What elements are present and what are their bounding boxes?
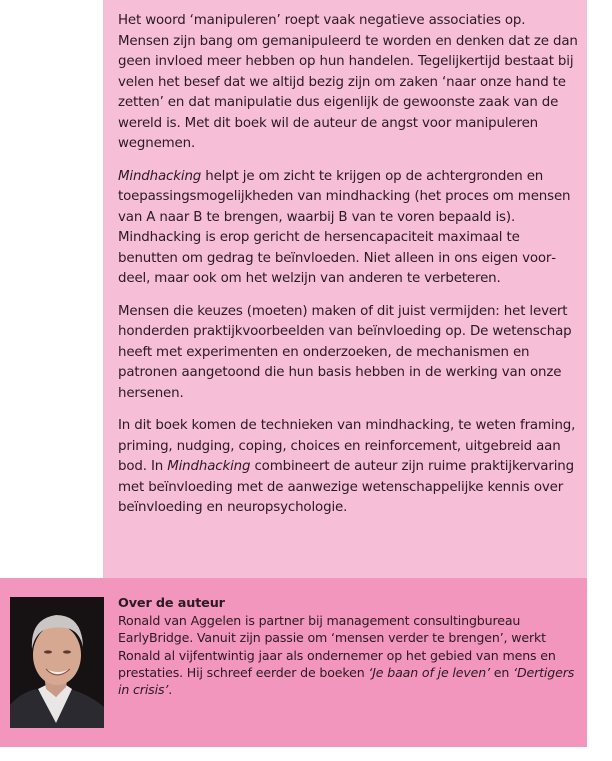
book-description [118,11,580,531]
author-photo [10,597,104,728]
description-paragraph-4-end: combineert de auteur zijn ruime praktijkervaring met beïnvloeding met de aanwezige wetenschappelijke kennis over beïnvloeding en neuropsychologie. [118,459,574,515]
description-paragraph-2-text: helpt je om zicht te krijgen op de achtergronden en toepassingsmogelijkheden van mindhacking (het proces om mensen van A naar B te brengen, waarbij B van te voren bepaald is). Mindhacking is erop gericht de hersencapaciteit maximaal te benutten om gedrag te beïnvloeden. Niet alleen in ons eigen voordeel, maar ook om het welzijn van anderen te verbeteren. [118,168,571,286]
author-panel [0,578,587,747]
description-paragraph-4-start: In dit boek komen de technieken van mindhacking, te weten framing, priming, nudging, coping, choices en reinforcement, uitgebreid aan bod. In [118,418,576,474]
description-paragraph-1: Het woord ‘manipuleren’ roept vaak negatieve associaties op. Mensen zijn bang om gemanipuleerd te worden en denken dat ze dan geen invloed meer hebben op hun handelen. Tegelijkertijd bestaat bij velen het besef dat we altijd bezig zijn om zaken ‘naar onze hand te zetten’ en dat manipulatie dus eigenlijk de gewoonste zaak van de wereld is. Met dit boek wil de auteur de angst voor manipuleren wegnemen. [118,13,578,151]
author-portrait-image [10,597,104,728]
previous-book-1: ‘Je baan of je leven’ [368,664,490,680]
author-bio-mid: en [489,664,514,680]
author-bio-start: Ronald van Aggelen is partner bij management consultingbureau EarlyBridge. Vanuit zijn passie om ‘mensen verder te brengen’, werkt Ronald al vijfentwintig jaar als ondernemer op het gebied van mens en prestaties. Hij schreef eerder de boeken [118,613,556,680]
author-bio-end: . [168,682,173,698]
previous-book-2: ‘Dertigers in crisis’ [118,664,575,698]
book-title: Mindhacking [118,168,202,184]
book-title: Mindhacking [167,459,251,474]
description-paragraph-3: Mensen die keuzes (moeten) maken of dit juist vermijden: het levert honderden praktijkvoorbeelden van beïnvloeding op. De wetenschap heeft met experimenten en onderzoeken, de mechanismen en patronen aangetoond die hun basis hebben in de werking van onze hersenen. [118,303,572,401]
book-description-panel [103,0,587,578]
description-paragraph-4 [118,416,580,519]
author-bio [118,595,580,698]
description-paragraph-2 [118,167,580,290]
author-bio-text [118,612,580,698]
author-heading: Over de auteur [118,596,225,611]
